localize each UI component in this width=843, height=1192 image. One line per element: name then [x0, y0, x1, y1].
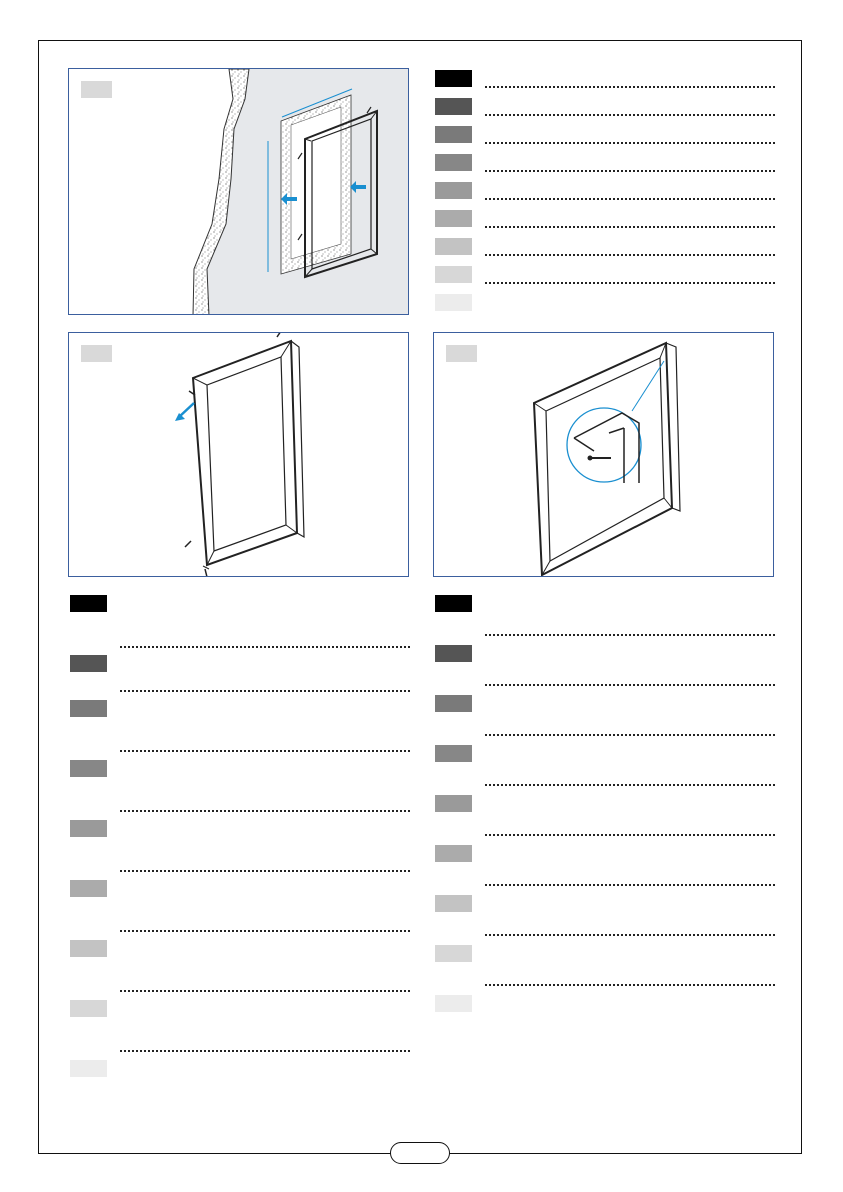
language-swatch — [435, 126, 472, 143]
dotted-line — [120, 990, 410, 992]
language-swatch — [435, 238, 472, 255]
magnifier-circle-icon — [567, 408, 641, 483]
dotted-line — [485, 282, 775, 284]
dotted-line — [485, 684, 775, 686]
language-swatch — [435, 266, 472, 283]
language-swatch — [435, 182, 472, 199]
language-swatch — [70, 880, 107, 897]
language-swatch — [435, 98, 472, 115]
step-number-badge — [81, 345, 112, 362]
dotted-line — [485, 834, 775, 836]
language-swatch — [435, 154, 472, 171]
dotted-line — [120, 930, 410, 932]
dotted-line — [485, 634, 775, 636]
language-swatch — [70, 700, 107, 717]
language-swatch — [435, 595, 472, 612]
language-swatch — [435, 795, 472, 812]
language-swatch — [435, 745, 472, 762]
dotted-line — [120, 690, 410, 692]
dotted-line — [120, 1050, 410, 1052]
language-swatch — [435, 895, 472, 912]
language-swatch — [435, 995, 472, 1012]
language-swatch — [70, 760, 107, 777]
language-swatch — [435, 210, 472, 227]
dotted-line — [120, 646, 410, 648]
page-number-tab — [390, 1142, 450, 1164]
language-swatch — [435, 645, 472, 662]
dotted-line — [485, 142, 775, 144]
language-swatch — [70, 1060, 107, 1077]
wall-niche-illustration — [69, 69, 409, 315]
step-number-badge — [446, 345, 477, 362]
step-number-badge — [81, 81, 112, 98]
dotted-line — [485, 984, 775, 986]
language-swatch — [70, 820, 107, 837]
illustration-panel-2 — [68, 332, 409, 577]
illustration-panel-3 — [433, 332, 774, 577]
dotted-line — [485, 734, 775, 736]
frame-prep-illustration — [69, 333, 409, 577]
frame-detail-illustration — [434, 333, 774, 577]
language-swatch — [435, 70, 472, 87]
dotted-line — [485, 884, 775, 886]
language-swatch — [435, 845, 472, 862]
dotted-line — [485, 86, 775, 88]
dotted-line — [120, 750, 410, 752]
dotted-line — [485, 170, 775, 172]
blue-arrow-icon — [179, 403, 194, 417]
language-swatch — [70, 655, 107, 672]
dotted-line — [120, 810, 410, 812]
language-swatch — [70, 1000, 107, 1017]
dotted-line — [485, 114, 775, 116]
dotted-line — [485, 784, 775, 786]
dotted-line — [485, 934, 775, 936]
dotted-line — [120, 870, 410, 872]
language-swatch — [70, 595, 107, 612]
dotted-line — [485, 254, 775, 256]
language-swatch — [435, 695, 472, 712]
language-swatch — [70, 940, 107, 957]
illustration-panel-1 — [68, 68, 409, 315]
language-swatch — [435, 945, 472, 962]
dotted-line — [485, 198, 775, 200]
dotted-line — [485, 226, 775, 228]
language-swatch — [435, 294, 472, 311]
